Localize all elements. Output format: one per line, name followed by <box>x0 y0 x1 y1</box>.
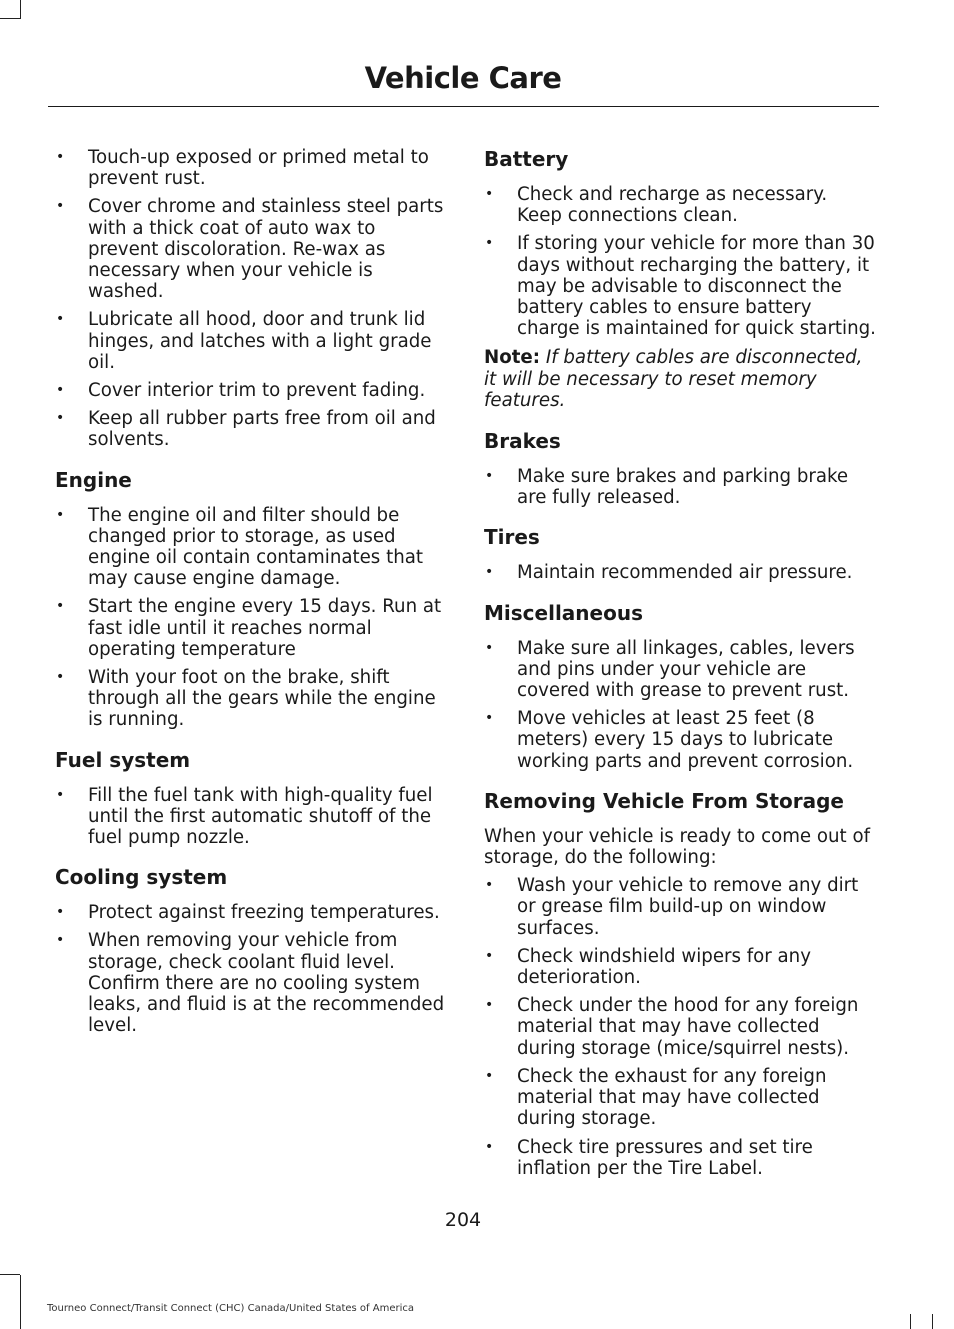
fuel-system-list <box>55 785 447 849</box>
bullet: • <box>485 710 494 727</box>
removing-storage-intro: When your vehicle is ready to come out of storage, do the following: <box>484 825 871 869</box>
intro-list <box>55 147 447 451</box>
list-item: • Check under the hood for any foreign material that may have collected during storage (mice/squirrel nests). <box>485 995 859 1059</box>
bullet: • <box>485 235 494 252</box>
list-item: • Protect against freezing temperatures. <box>56 902 440 924</box>
bullet: • <box>56 149 65 165</box>
list-item: • Wash your vehicle to remove any dirt or grease film build-up on window surfaces. <box>485 875 859 939</box>
list-item: • Fill the fuel tank with high-quality fuel until the first automatic shutoff of the fuel pump nozzle. <box>56 784 433 849</box>
header-rule <box>48 106 879 107</box>
list-item: • Move vehicles at least 25 feet (8 meters) every 15 days to lubricate working parts and prevent corrosion. <box>485 708 854 772</box>
bullet: • <box>485 564 494 581</box>
bullet: • <box>485 186 494 202</box>
tires-heading: Tires <box>484 525 540 550</box>
crop-mark <box>910 1314 911 1329</box>
list-item: • Cover interior trim to prevent fading. <box>56 380 426 402</box>
miscellaneous-heading: Miscellaneous <box>484 600 643 625</box>
miscellaneous-list <box>484 638 876 772</box>
battery-heading: Battery <box>484 147 569 171</box>
list-item: • Make sure brakes and parking brake are fully released. <box>485 466 849 509</box>
bullet: • <box>485 639 494 656</box>
list-item: • Start the engine every 15 days. Run at fast idle until it reaches normal operating temperature <box>56 596 442 660</box>
bullet: • <box>56 382 65 399</box>
list-item: • Touch-up exposed or primed metal to prevent rust. <box>56 147 429 190</box>
bullet: • <box>56 932 65 949</box>
removing-storage-list <box>484 875 876 1179</box>
bullet: • <box>485 1138 494 1155</box>
brakes-heading: Brakes <box>484 429 561 454</box>
cooling-system-list <box>55 902 447 1036</box>
bullet: • <box>56 506 65 523</box>
crop-mark <box>0 1274 20 1275</box>
crop-mark <box>932 1314 933 1329</box>
list-item: • Maintain recommended air pressure. <box>485 562 853 584</box>
list-item: • Make sure all linkages, cables, levers and pins under your vehicle are covered with grease to prevent rust. <box>485 637 855 702</box>
list-item: • Check the exhaust for any foreign material that may have collected during storage. <box>485 1065 827 1130</box>
list-item: • Cover chrome and stainless steel parts with a thick coat of auto wax to prevent discoloration. Re-wax as necessary when your vehicle is washed. <box>56 196 444 303</box>
bullet: • <box>485 997 494 1014</box>
engine-heading: Engine <box>55 467 132 492</box>
note-text: If battery cables are disconnected, it will be necessary to reset memory features. <box>484 347 863 411</box>
list-item: • The engine oil and filter should be changed prior to storage, as used engine oil contain contaminates that may cause engine damage. <box>56 504 424 590</box>
bullet: • <box>56 786 65 803</box>
bullet: • <box>56 598 65 615</box>
list-item: • Check and recharge as necessary. Keep connections clean. <box>485 184 828 227</box>
bullet: • <box>56 311 65 328</box>
battery-note <box>484 347 876 411</box>
page-title: Vehicle Care <box>364 61 562 95</box>
battery-list <box>484 184 876 339</box>
left-column <box>55 147 447 1054</box>
bullet: • <box>56 669 65 686</box>
crop-mark <box>20 1275 21 1329</box>
list-item: • If storing your vehicle for more than 30 days without recharging the battery, it may be advisable to disconnect the battery cables to ensure battery charge is maintained for quick starting. <box>485 233 876 340</box>
page-number: 204 <box>444 1209 482 1231</box>
crop-mark <box>20 0 21 19</box>
tires-list <box>484 562 876 583</box>
bullet: • <box>485 1067 494 1084</box>
crop-mark <box>0 18 20 19</box>
list-item: • Lubricate all hood, door and trunk lid hinges, and latches with a light grade oil. <box>56 309 432 373</box>
list-item: • With your foot on the brake, shift through all the gears while the engine is running. <box>56 667 436 731</box>
brakes-list <box>484 466 876 508</box>
right-column <box>484 147 876 1196</box>
list-item: • Keep all rubber parts free from oil and solvents. <box>56 408 436 451</box>
fuel-system-heading: Fuel system <box>55 747 191 772</box>
bullet: • <box>485 877 494 894</box>
bullet: • <box>56 904 65 921</box>
list-item: • When removing your vehicle from storage, check coolant fluid level. Confirm there are no cooling system leaks, and fluid is at the recommended level. <box>56 930 445 1037</box>
engine-list <box>55 505 447 731</box>
note-label: Note: <box>484 347 541 369</box>
bullet: • <box>56 410 65 427</box>
bullet: • <box>56 198 65 215</box>
bullet: • <box>485 947 494 964</box>
cooling-system-heading: Cooling system <box>55 865 228 890</box>
list-item: • Check windshield wipers for any deterioration. <box>485 945 811 989</box>
removing-storage-heading: Removing Vehicle From Storage <box>484 788 844 813</box>
list-item: • Check tire pressures and set tire inflation per the Tire Label. <box>485 1136 813 1179</box>
footer-text: Tourneo Connect/Transit Connect (CHC) Canada/United States of America <box>47 1303 414 1314</box>
bullet: • <box>485 468 494 485</box>
